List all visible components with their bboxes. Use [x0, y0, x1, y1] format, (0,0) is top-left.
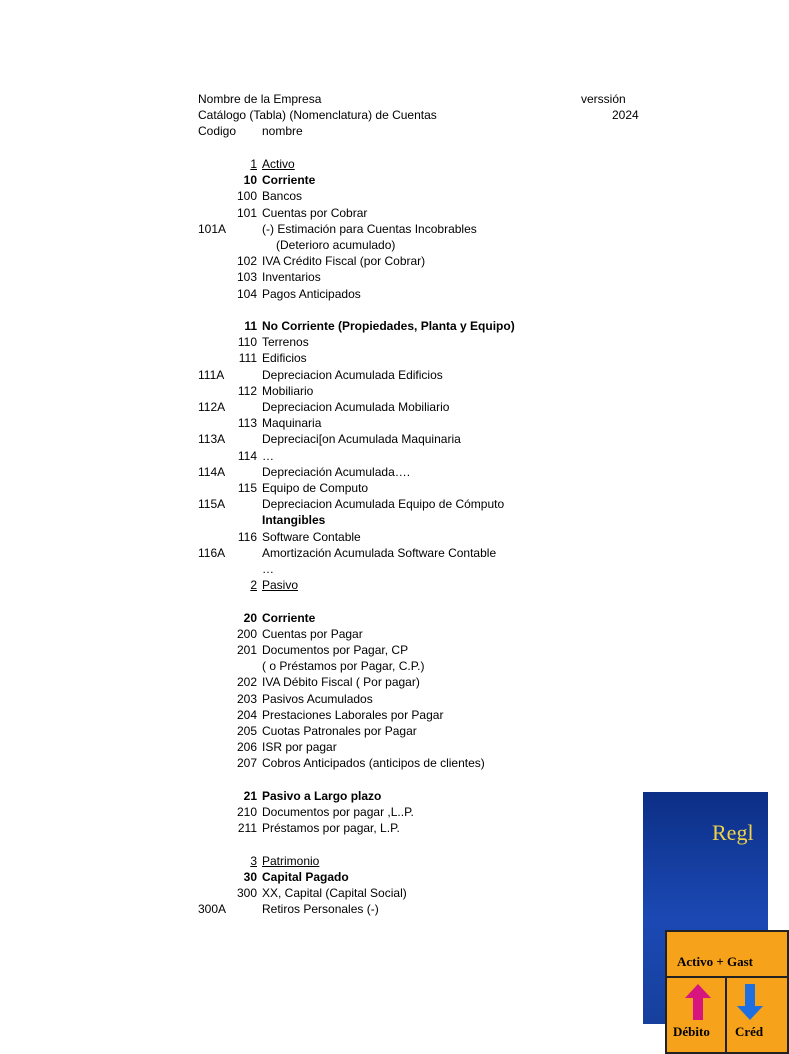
account-name: Depreciación Acumulada…. — [262, 464, 411, 479]
account-name: Cuotas Patronales por Pagar — [262, 724, 417, 738]
account-name: Depreciacion Acumulada Mobiliario — [262, 400, 450, 414]
account-row — [0, 512, 640, 528]
account-name: Prestaciones Laborales por Pagar — [262, 707, 444, 722]
account-code: 203 — [236, 691, 257, 706]
arrow-up-icon — [685, 984, 711, 1020]
account-row — [0, 172, 640, 188]
account-row — [0, 496, 640, 512]
account-row — [0, 772, 640, 788]
account-row — [0, 853, 640, 869]
account-row — [0, 626, 640, 642]
account-name: Depreciacion Acumulada Edificios — [262, 367, 443, 382]
account-row — [0, 901, 640, 917]
account-row — [0, 480, 640, 496]
account-row — [0, 286, 640, 302]
account-name: Retiros Personales (-) — [262, 902, 379, 917]
account-code-contra: 115A — [198, 497, 226, 512]
account-name: Pasivo a Largo plazo — [262, 788, 382, 803]
account-code: 100 — [236, 189, 257, 204]
account-code: 200 — [236, 626, 257, 641]
account-row — [0, 885, 640, 901]
version-label: verssión — [581, 92, 626, 106]
account-name: Depreciacion Acumulada Equipo de Cómputo — [262, 497, 505, 512]
slide-box-label: Activo + Gast — [677, 954, 754, 969]
account-row — [0, 156, 640, 172]
account-row — [0, 739, 640, 755]
account-row — [0, 253, 640, 269]
account-name: IVA Débito Fiscal ( Por pagar) — [262, 675, 420, 690]
account-name: Terrenos — [262, 335, 309, 350]
account-code: 116 — [237, 529, 257, 544]
column-header-code: Codigo — [198, 124, 237, 138]
account-row — [0, 188, 640, 204]
account-name: XX, Capital (Capital Social) — [262, 886, 407, 900]
account-code: 21 — [243, 788, 257, 803]
account-name: (-) Estimación para Cuentas Incobrables — [262, 221, 477, 236]
arrow-down-icon — [737, 984, 763, 1020]
account-row — [0, 691, 640, 707]
account-name: Software Contable — [262, 529, 361, 544]
slide-box-separator — [725, 978, 727, 1052]
account-row — [0, 448, 640, 464]
account-code: 11 — [244, 319, 257, 333]
account-row — [0, 464, 640, 480]
account-code-contra: 101A — [198, 221, 227, 236]
account-name: Inventarios — [262, 270, 321, 285]
account-row — [0, 237, 640, 253]
account-row — [0, 593, 640, 609]
account-row — [0, 383, 640, 399]
account-row — [0, 755, 640, 771]
slide-box-divider — [667, 976, 787, 978]
catalog-year: 2024 — [612, 108, 639, 122]
account-row — [0, 674, 640, 690]
account-code: 30 — [243, 869, 257, 884]
account-code-contra: 300A — [198, 902, 227, 917]
account-code-contra: 114A — [198, 464, 226, 479]
account-name: Cuentas por Cobrar — [262, 205, 368, 220]
account-row — [0, 545, 640, 561]
account-row — [0, 723, 640, 739]
account-name: Capital Pagado — [262, 869, 349, 884]
account-code: 110 — [237, 335, 257, 350]
account-code: 204 — [236, 707, 257, 722]
account-name: Préstamos por pagar, L.P. — [262, 821, 400, 836]
account-row — [0, 577, 640, 593]
account-name: ISR por pagar — [262, 740, 337, 755]
account-name: Documentos por Pagar, CP — [262, 643, 409, 657]
slide-credit-label: Créd — [735, 1024, 764, 1039]
account-name: Cobros Anticipados (anticipos de clientes) — [262, 756, 485, 771]
slide-title: Regl — [712, 820, 754, 845]
account-row — [0, 221, 640, 237]
account-code: 101 — [236, 205, 257, 220]
account-name: Maquinaria — [262, 416, 322, 431]
account-code: 206 — [236, 740, 257, 755]
account-name: … — [262, 562, 274, 576]
account-row — [0, 269, 640, 285]
account-code: 114 — [237, 448, 257, 463]
account-name: ( o Préstamos por Pagar, C.P.) — [262, 659, 425, 674]
account-code-contra: 116A — [198, 545, 226, 560]
account-code: 2 — [250, 578, 257, 593]
account-code: 104 — [236, 286, 257, 301]
account-code: 10 — [243, 173, 257, 188]
account-row — [0, 431, 640, 447]
account-row — [0, 318, 640, 334]
account-row — [0, 302, 640, 318]
account-name: Amortización Acumulada Software Contable — [262, 545, 497, 560]
account-name: Bancos — [262, 189, 303, 204]
account-name: Cuentas por Pagar — [262, 626, 363, 641]
account-code: 103 — [236, 270, 257, 285]
slide-rule-box — [665, 930, 789, 1054]
account-row — [0, 707, 640, 723]
account-row — [0, 399, 640, 415]
account-code: 211 — [237, 821, 257, 836]
account-name: IVA Crédito Fiscal (por Cobrar) — [262, 254, 426, 269]
account-code: 201 — [236, 643, 257, 657]
account-code: 102 — [236, 254, 257, 269]
account-name: Corriente — [262, 610, 316, 625]
account-name: Intangibles — [262, 513, 326, 528]
account-code: 202 — [236, 675, 257, 690]
account-name: Depreciaci[on Acumulada Maquinaria — [262, 432, 461, 447]
account-name: Pasivo — [262, 578, 299, 593]
account-code: 115 — [237, 481, 257, 495]
account-row — [0, 334, 640, 350]
account-row — [0, 820, 640, 836]
account-row — [0, 205, 640, 221]
account-row — [0, 642, 640, 658]
account-code: 300 — [236, 886, 257, 900]
account-code: 3 — [250, 853, 257, 868]
account-name: … — [262, 448, 274, 463]
account-code: 113 — [237, 416, 257, 431]
account-code: 210 — [236, 805, 257, 819]
account-code: 20 — [243, 610, 257, 625]
account-name: Equipo de Computo — [262, 481, 369, 495]
account-name: No Corriente (Propiedades, Planta y Equipo) — [262, 319, 515, 333]
account-code-contra: 111A — [198, 367, 225, 382]
debit-credit-rules-slide — [643, 792, 768, 1039]
account-row — [0, 529, 640, 545]
account-row — [0, 350, 640, 366]
account-row — [0, 804, 640, 820]
account-row — [0, 869, 640, 885]
account-row — [0, 367, 640, 383]
account-name: Pagos Anticipados — [262, 286, 361, 301]
account-row — [0, 836, 640, 852]
company-name: Nombre de la Empresa — [198, 92, 322, 106]
slide-debit-label: Débito — [673, 1024, 710, 1039]
account-row — [0, 788, 640, 804]
account-code: 112 — [237, 383, 257, 398]
account-code: 111 — [238, 351, 257, 366]
account-name: (Deterioro acumulado) — [276, 238, 396, 252]
account-code-contra: 113A — [198, 432, 226, 447]
account-code: 207 — [236, 756, 257, 771]
account-row — [0, 610, 640, 626]
account-name: Mobiliario — [262, 383, 314, 398]
account-row — [0, 561, 640, 577]
account-name: Activo — [262, 157, 295, 171]
account-name: Patrimonio — [262, 853, 320, 868]
account-row — [0, 658, 640, 674]
account-name: Documentos por pagar ,L..P. — [262, 805, 414, 819]
account-name: Corriente — [262, 173, 316, 188]
column-header-name: nombre — [262, 124, 303, 138]
account-code-contra: 112A — [198, 400, 226, 414]
account-code: 205 — [236, 724, 257, 738]
account-name: Edificios — [262, 351, 307, 366]
account-name: Pasivos Acumulados — [262, 691, 373, 706]
account-code: 1 — [250, 157, 257, 171]
catalog-title: Catálogo (Tabla) (Nomenclatura) de Cuentas — [198, 108, 437, 122]
account-row — [0, 415, 640, 431]
